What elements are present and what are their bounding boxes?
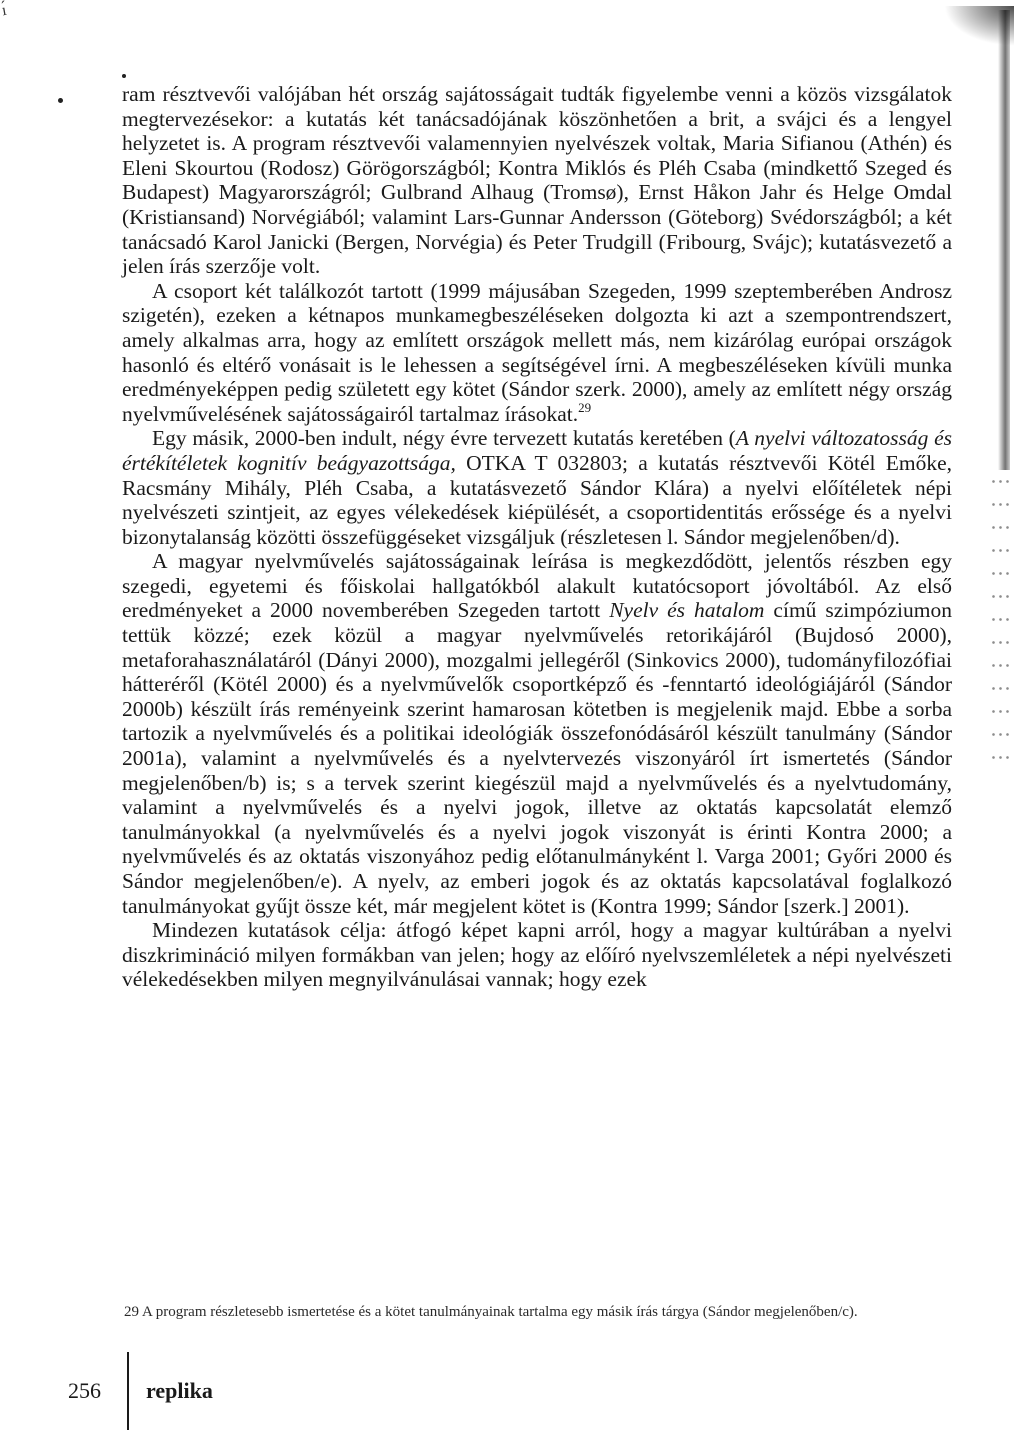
paragraph-text: Mindezen kutatások célja: átfogó képet kapni arról, hogy a magyar kultúrában a nyelvi diszkrimináció milyen formákban van jelen; hogy az előíró nyelvszemléletek a népi nyelvészeti vélekedésekben milyen megnyilvánulásai vannak; hogy ezek xyxy=(122,918,952,992)
paragraph-text: A csoport két találkozót tartott (1999 májusában Szegeden, 1999 szeptemberében Androsz szigetén), ezeken a kétnapos munkamegbeszéléseken dolgozta ki azt a szempontrendszert, amely alkalmas arra, hogy az említett országok mellett más, nem kizárólag európai országok hasonló és eltérő vonásait is le lehessen a segítségével írni. A megbeszéléseken kívüli munka eredményeképpen pedig született egy kötet (Sándor szerk. 2000), amely az említett négy ország nyelvművelésének sajátosságairól tartalmaz írásokat. xyxy=(122,278,952,426)
footnote-number: 29 xyxy=(124,1304,139,1320)
paragraph xyxy=(122,549,952,918)
scan-dot xyxy=(122,74,126,78)
paragraph xyxy=(122,918,952,992)
italic-title: A nyelvi változatosság és értékítéletek kognitív beágyazottsága, xyxy=(122,426,952,475)
scan-dot xyxy=(58,98,63,103)
page-number: 256 xyxy=(68,1378,101,1403)
footnote xyxy=(124,1302,952,1322)
scan-edge-shadow xyxy=(998,10,1010,470)
footnote-text: A program részletesebb ismertetése és a kötet tanulmányainak tartalma egy másik írás tárgya (Sándor megjelenőben/c). xyxy=(141,1304,858,1320)
scan-edge-specks xyxy=(990,470,1010,770)
paragraph-text: A magyar nyelvművelés sajátosságainak leírása is megkezdődött, jelentős részben egy szegedi, egyetemi és főiskolai hallgatókból alakult kutatócsoport jóvoltából. Az első eredményeket a 2000 novemberében Szegeden tartott xyxy=(122,549,952,623)
paragraph-text: ram résztvevői valójában hét ország sajátosságait tudták figyelembe venni a közös vizsgálatok megtervezésekor: a kutatás két tanácsadójának köszönhetően a brit, a svájci és a lengyel helyzetet is. A program résztvevői valamennyien nyelvészek voltak, Maria Sifianou (Athén) és Eleni Skourtou (Rodosz) Görögországból; Kontra Miklós és Pléh Csaba (mindkettő Szeged és Budapest) Magyarországról; Gulbrand Alhaug (Tromsø), Ernst Håkon Jahr és Helge Omdal (Kristiansand) Norvégiából; valamint Lars-Gunnar Andersson (Göteborg) Svédországból; a két tanácsadó Karol Janicki (Bergen, Norvégia) és Peter Trudgill (Fribourg, Svájc); kutatásvezető a jelen írás szerzője volt. xyxy=(122,82,952,279)
footnote-reference: 29 xyxy=(578,399,592,415)
journal-name: replika xyxy=(146,1378,213,1403)
folio-divider xyxy=(127,1352,129,1430)
paragraph-text: című szimpóziumon tettük közzé; ezek közül a magyar nyelvművelés retorikájáról (Bujdosó 2000), metaforahasználatáról (Dányi 2000), mozgalmi jellegéről (Sinkovics 2000), tudományfilozófiai hátteréről (Kötél 2000) és a nyelvművelők csoportképző és -fenntartó ideológiájáról (Sándor 2000b) készült írás reményeink szerint hamarosan kötetben is megjelenik majd. Ebbe a sorba tartozik a nyelvművelés és a politikai ideológiák összefonódásáról készült tanulmány (Sándor 2001a), valamint a nyelvművelés és a nyelvtervezés viszonyáról írt ismertetés (Sándor megjelenőben/b) is; s a tervek szerint kiegészül majd a nyelvművelés és a nyelvtudomány, valamint a nyelvművelés és a nyelvi jogok, illetve az oktatás kapcsolatát elemző tanulmányokkal (a nyelvművelés és a nyelvi jogok viszonyát is érinti Kontra 2000; a nyelvművelés és az oktatás viszonyához pedig előtanulmányként l. Varga 2001; Győri 2000 és Sándor megjelenőben/e). A nyelv, az emberi jogok és az oktatás kapcsolatával foglalkozó tanulmányokat gyűjt össze két, már megjelent kötet is (Kontra 1999; Sándor [szerk.] 2001). xyxy=(122,598,952,918)
paragraph xyxy=(122,82,952,279)
paragraph-text: OTKA T 032803; a kutatás résztvevői Kötél Emőke, Racsmány Mihály, Pléh Csaba, a kutatásvezető Sándor Klára) a nyelvi előítéletek népi nyelvészeti szintjeit, az egyes vélekedések kiépülését, a csoportidentitás erőssége és a nyelvi bizonytalanság közötti összefüggéseket vizsgáljuk (részletesen l. Sándor megjelenőben/d). xyxy=(122,450,952,549)
paragraph xyxy=(122,279,952,427)
scan-corner-mark: ı́ xyxy=(0,1,8,20)
main-text-column xyxy=(122,82,952,992)
paragraph-text: Egy másik, 2000-ben indult, négy évre tervezett kutatás keretében ( xyxy=(152,426,736,451)
paragraph xyxy=(122,426,952,549)
italic-title: Nyelv és hatalom xyxy=(609,598,765,623)
